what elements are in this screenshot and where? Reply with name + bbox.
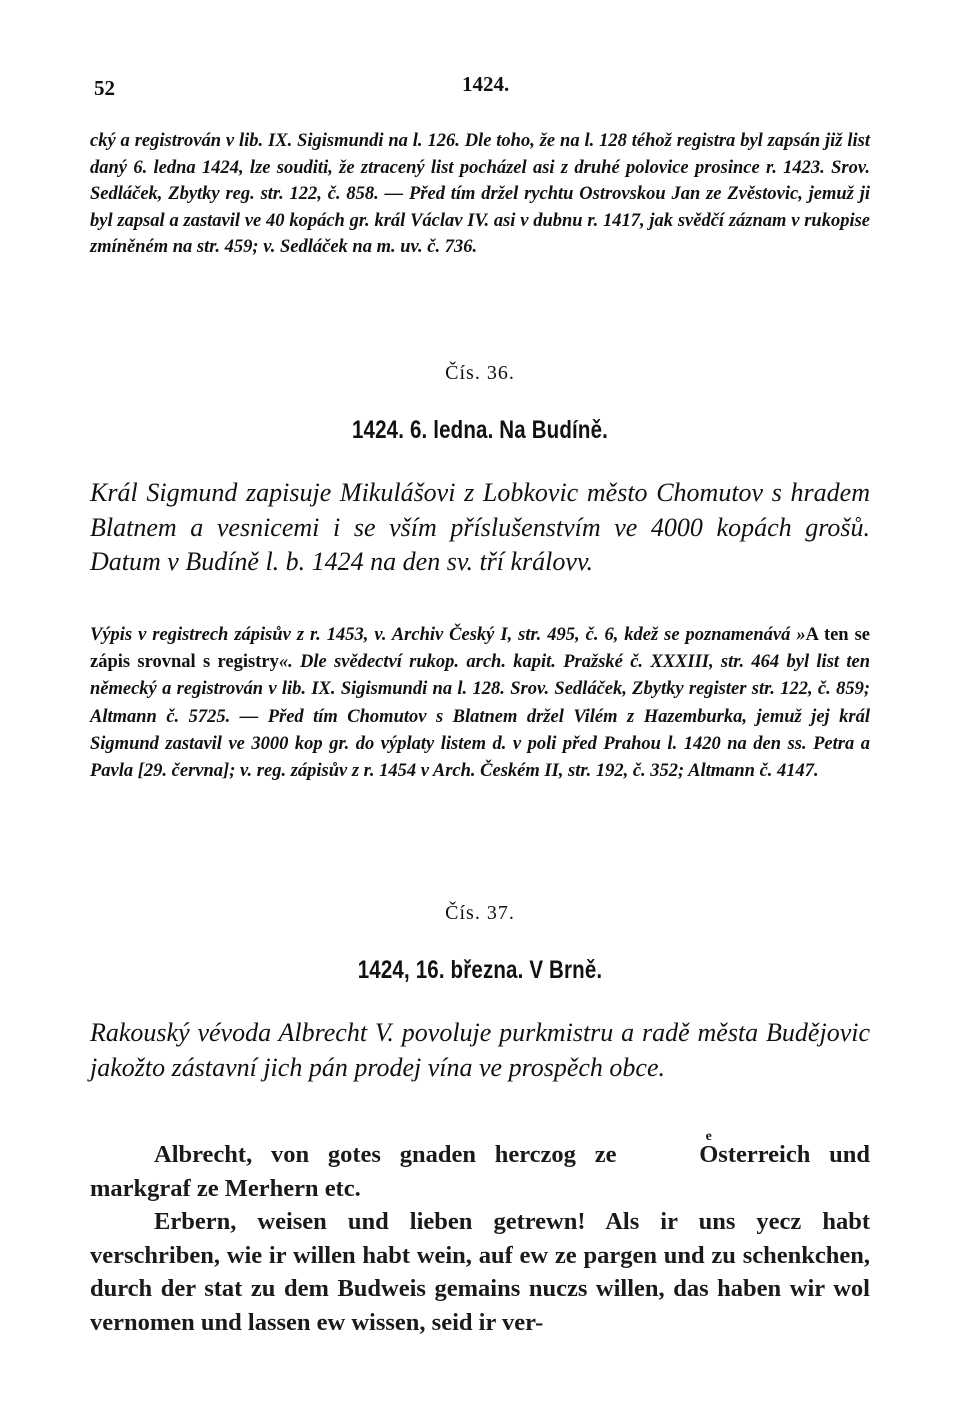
- document-number-36: Čís. 36.: [445, 362, 515, 384]
- source-note-36-part2: «. Dle svědectví rukop. arch. kapit. Pražské č. XXXIII, str. 464 byl list ten německý a registrován v lib. IX. Sigismundi na l. 128. Srov. Sedláček, Zbytky register str. 122, č. 859; Altmann č. 5725. — Před tím Chomutov s Blatnem držel Vilém z Hazemburka, jemuž jej král Sigmund zastavil ve 3000 kop gr. do výplaty listem d. v poli před Prahou l. 1420 na den ss. Petra a Pavla [29. června]; v. reg. zápisův z r. 1454 v Arch. Českém II, str. 192, č. 352; Altmann č. 4147.: [90, 652, 870, 782]
- regest-36: Král Sigmund zapisuje Mikulášovi z Lobkovic město Chomutov s hradem Blatnem a vesnicemi i se vším příslušenstvím ve 4000 kopách grošů. Datum v Budíně l. b. 1424 na den sv. tří královv.: [90, 478, 870, 576]
- footnote-continuation: cký a registrován v lib. IX. Sigismundi na l. 126. Dle toho, že na l. 128 téhož registra byl zapsán již list daný 6. ledna 1424, lze souditi, že ztracený list pocházel asi z druhé polovice prosince r. 1423. Srov. Sedláček, Zbytky reg. str. 122, č. 858. — Před tím držel rychtu Ostrovskou Jan ze Zvěstovic, jemuž ji byl zapsal a zastavil ve 40 kopách gr. král Václav IV. asi v dubnu r. 1417, jak svědčí záznam v rukopise zmíněném na str. 459; v. Sedláček na m. uv. č. 736.: [90, 131, 870, 258]
- charter-paragraph-1: [90, 1129, 871, 1205]
- charter-paragraph-2: Erbern, weisen und lieben getrewn! Als ir uns yecz habt verschriben, wie ir willen habt wein, auf ew ze pargen und zu schenkchen, durch der stat zu dem Budweis gemains nuczs willen, das haben wir wol vernomen und lassen ew wissen, seid ir ver-: [90, 1208, 870, 1336]
- running-header: [90, 72, 870, 102]
- charter-text-37: [90, 1129, 871, 1339]
- source-note-36: [90, 622, 870, 785]
- document-number-37: Čís. 37.: [445, 902, 515, 924]
- regest-37: Rakouský vévoda Albrecht V. povoluje purkmistru a radě města Budějovic jakožto zástavní jich pán prodej vína ve prospěch obce.: [90, 1018, 870, 1082]
- charter-p1-before: Albrecht, von gotes gnaden herczog ze: [154, 1141, 636, 1168]
- page-number: 52: [94, 76, 115, 100]
- dateline-36: 1424. 6. ledna. Na Budíně.: [351, 416, 609, 444]
- running-head-year: 1424.: [462, 72, 510, 96]
- superscript-base: O: [699, 1141, 719, 1168]
- superscript-e: e: [705, 1129, 712, 1144]
- source-note-36-part1: Výpis v registrech zápisův z r. 1453, v. Archiv Český I, str. 495, č. 6, kdež se poznamenává »: [90, 625, 806, 645]
- superscript-e-letter: [635, 1129, 719, 1172]
- dateline-37: 1424, 16. března. V Brně.: [357, 956, 603, 984]
- source-note-36-quote: A ten se zápis srovnal s registry: [90, 625, 870, 673]
- charter-p1-after: sterreich und markgraf ze Merhern etc.: [90, 1141, 871, 1202]
